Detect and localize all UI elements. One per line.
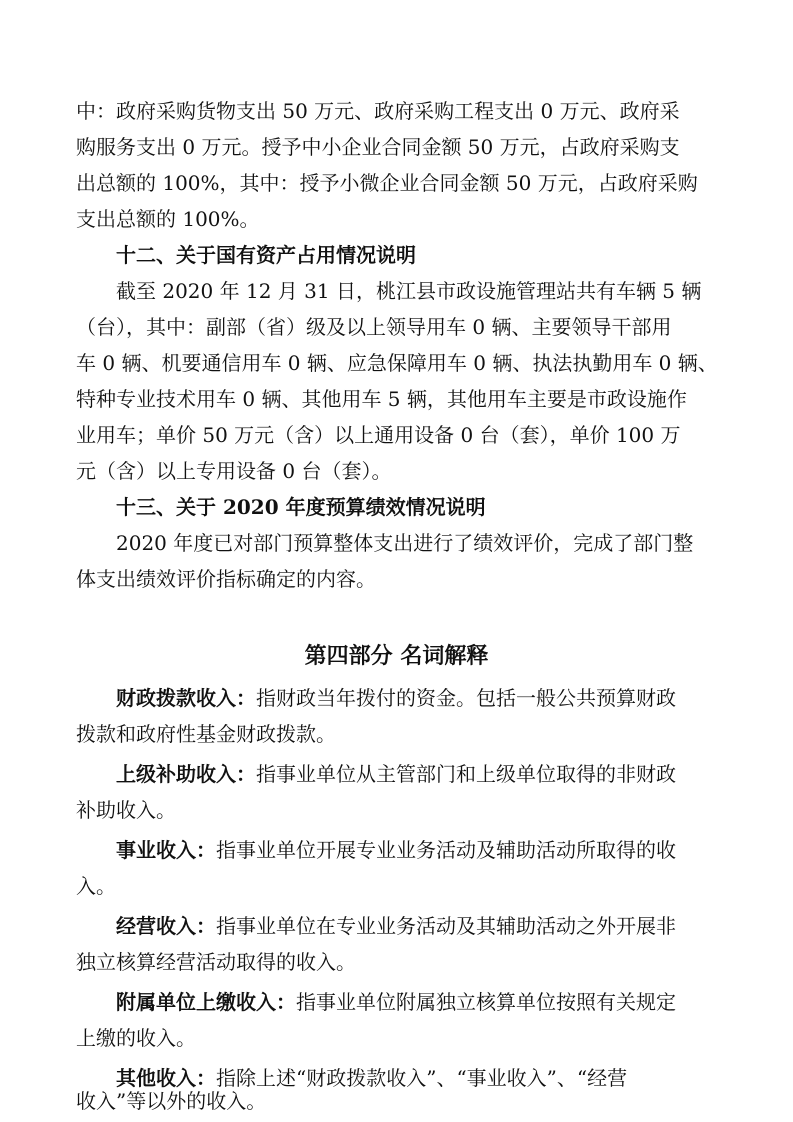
term-definition-cont: 收入”等以外的收入。 bbox=[76, 1089, 267, 1113]
term-label: 经营收入： bbox=[116, 914, 216, 938]
paragraph-line: 车 0 辆、机要通信用车 0 辆、应急保障用车 0 辆、执法执勤用车 0 辆、 bbox=[76, 351, 718, 375]
section-heading-performance: 十三、关于 2020 年度预算绩效情况说明 bbox=[116, 495, 486, 519]
term-definition-cont: 上缴的收入。 bbox=[76, 1026, 196, 1050]
term-definition bbox=[116, 756, 720, 792]
paragraph-line: 中：政府采购货物支出 50 万元、政府采购工程支出 0 万元、政府采 bbox=[76, 99, 680, 123]
paragraph-line: 购服务支出 0 万元。授予中小企业合同金额 50 万元，占政府采购支 bbox=[76, 135, 680, 159]
term-definition bbox=[116, 832, 720, 868]
term-definition-cont: 独立核算经营活动取得的收入。 bbox=[76, 950, 356, 974]
term-label: 附属单位上缴收入： bbox=[116, 990, 296, 1014]
term-definition-cont: 补助收入。 bbox=[76, 798, 176, 822]
term-label: 其他收入： bbox=[116, 1066, 216, 1090]
term-text: 指事业单位在专业业务活动及其辅助活动之外开展非 bbox=[216, 914, 676, 938]
term-text: 指事业单位附属独立核算单位按照有关规定 bbox=[296, 990, 676, 1014]
term-text: 指事业单位开展专业业务活动及辅助活动所取得的收 bbox=[216, 838, 676, 862]
paragraph-line: 体支出绩效评价指标确定的内容。 bbox=[76, 567, 376, 591]
term-definition bbox=[116, 984, 720, 1020]
paragraph-line: 业用车；单价 50 万元（含）以上通用设备 0 台（套），单价 100 万 bbox=[76, 423, 681, 447]
paragraph-line: 支出总额的 100%。 bbox=[76, 207, 260, 231]
term-definition bbox=[116, 680, 720, 716]
term-text: 指除上述“财政拨款收入”、“事业收入”、“经营 bbox=[216, 1066, 628, 1090]
term-label: 事业收入： bbox=[116, 838, 216, 862]
term-text: 指财政当年拨付的资金。包括一般公共预算财政 bbox=[256, 686, 676, 710]
term-label: 上级补助收入： bbox=[116, 762, 256, 786]
term-text: 指事业单位从主管部门和上级单位取得的非财政 bbox=[256, 762, 676, 786]
paragraph-line: 出总额的 100%，其中：授予小微企业合同金额 50 万元，占政府采购 bbox=[76, 171, 698, 195]
term-definition-cont: 拨款和政府性基金财政拨款。 bbox=[76, 722, 336, 746]
paragraph-line: 元（含）以上专用设备 0 台（套）。 bbox=[76, 459, 392, 483]
section-heading-assets: 十二、关于国有资产占用情况说明 bbox=[116, 243, 416, 267]
term-definition bbox=[116, 908, 720, 944]
paragraph-line: （台），其中：副部（省）级及以上领导用车 0 辆、主要领导干部用 bbox=[76, 315, 672, 339]
term-label: 财政拨款收入： bbox=[116, 686, 256, 710]
part-title: 第四部分 名词解释 bbox=[304, 643, 489, 669]
paragraph-line: 特种专业技术用车 0 辆、其他用车 5 辆，其他用车主要是市政设施作 bbox=[76, 387, 687, 411]
paragraph-line: 截至 2020 年 12 月 31 日，桃江县市政设施管理站共有车辆 5 辆 bbox=[116, 279, 702, 303]
term-definition-cont: 入。 bbox=[76, 874, 116, 898]
paragraph-line: 2020 年度已对部门预算整体支出进行了绩效评价，完成了部门整 bbox=[116, 531, 694, 555]
